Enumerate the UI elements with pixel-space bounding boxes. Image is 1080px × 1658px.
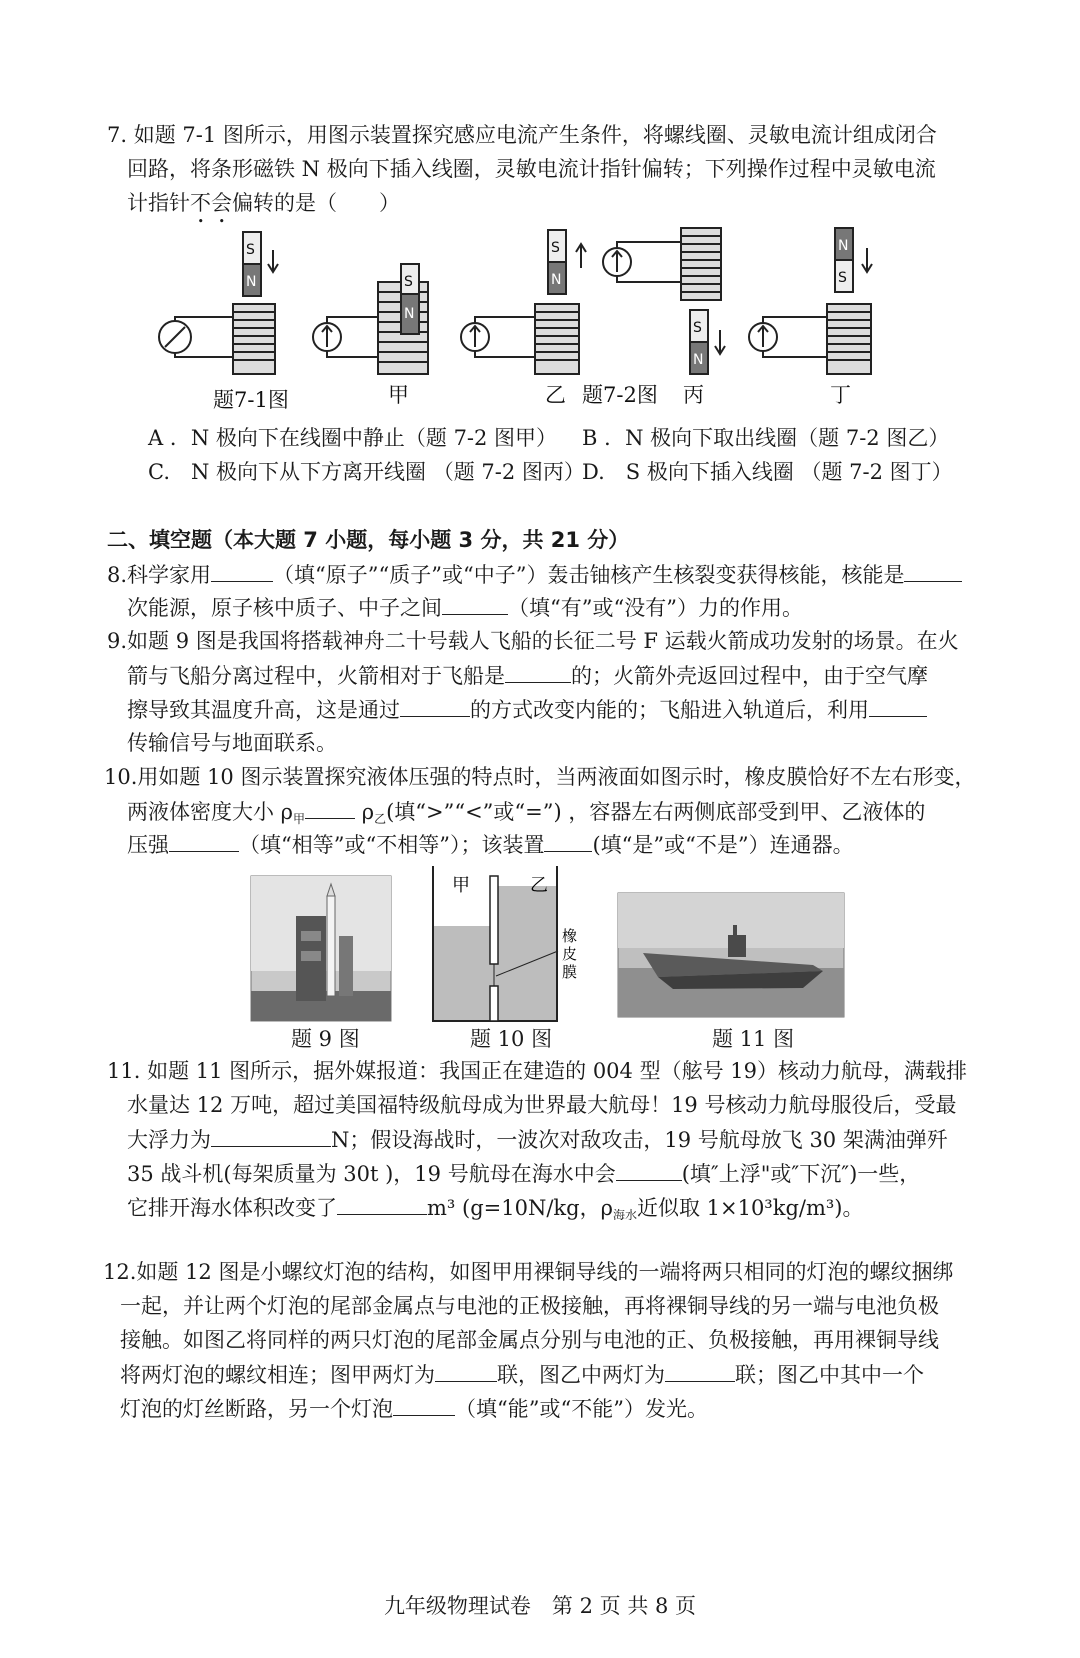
fig10-label-mem-2: 皮 (562, 945, 578, 963)
q11-blank-1[interactable] (211, 1124, 331, 1147)
label-bing: 丙 (683, 383, 704, 407)
q9-blank-2[interactable] (400, 694, 470, 717)
q7-option-d: D. S 极向下插入线圈 （题 7-2 图丁） (582, 460, 953, 484)
q12-line4: 将两灯泡的螺纹相连；图甲两灯为 联，图乙中两灯为 联；图乙中其中一个 (120, 1359, 924, 1390)
jia-S: S (404, 274, 413, 290)
q9-line3: 擦导致其温度升高，这是通过 的方式改变内能的；飞船进入轨道后，利用 (127, 694, 927, 725)
section-title: 二、填空题（本大题 7 小题，每小题 3 分，共 21 分） (107, 528, 630, 552)
ding-S: S (838, 270, 847, 286)
fig9-rocket-photo (251, 876, 391, 1021)
q10-blank-1[interactable] (305, 796, 355, 819)
label-ding: 丁 (830, 383, 851, 407)
q11-line4: 35 战斗机(每架质量为 30t )，19 号航母在海水中会 (填″上浮"或″下沉″)一些， (127, 1158, 920, 1189)
fig10-label-jia: 甲 (452, 875, 470, 896)
q12-line5: 灯泡的灯丝断路，另一个灯泡 （填“能”或“不能”）发光。 (120, 1393, 708, 1424)
q10-blank-3[interactable] (544, 829, 592, 852)
q10-line2: 两液体密度大小 $\rho_甲$ $\rho_乙$(填“>”“<”或“=”) ，容器左右两侧底部受到甲、乙液体的 (127, 796, 925, 834)
emphasis-not: 不会 (190, 191, 232, 215)
fig71-N: N (246, 274, 257, 290)
fig11-carrier-photo (618, 893, 844, 1017)
label-yi: 乙 (545, 383, 566, 407)
q8-blank-3[interactable] (442, 592, 508, 615)
q12-line1: 12.如题 12 图是小螺纹灯泡的结构，如图甲用裸铜导线的一端将两只相同的灯泡的螺纹捆绑 (103, 1260, 954, 1284)
fig-ding-circuit (749, 228, 872, 374)
q7-option-c: C. N 极向下从下方离开线圈 （题 7-2 图丙） (148, 460, 585, 484)
q7-line1: 7. 如题 7-1 图所示，用图示装置探究感应电流产生条件，将螺线圈、灵敏电流计组成闭合 (107, 123, 937, 147)
q11-blank-3[interactable] (337, 1192, 427, 1215)
jia-N: N (404, 306, 415, 322)
q11-line2: 水量达 12 万吨，超过美国福特级航母成为世界最大航母！19 号核动力航母服役后，受最 (127, 1093, 957, 1117)
q9-blank-3[interactable] (869, 694, 927, 717)
yi-S: S (551, 240, 560, 256)
q11-blank-2[interactable] (616, 1158, 682, 1181)
q7-option-a: A ．N 极向下在线圈中静止（题 7-2 图甲） (148, 426, 558, 450)
q7-figures (145, 222, 925, 432)
q8-line1: 8.科学家用 （填“原子”“质子”或“中子”）轰击铀核产生核裂变获得核能，核能是 (107, 559, 962, 590)
label-jia: 甲 (388, 383, 409, 407)
q7-line3: 计指针不会偏转的是（ ） (127, 191, 400, 215)
q12-line3: 接触。如图乙将同样的两只灯泡的尾部金属点分别与电池的正、负极接触，再用裸铜导线 (120, 1328, 939, 1352)
fig71-S: S (246, 242, 255, 258)
q10-line1: 10.用如题 10 图示装置探究液体压强的特点时，当两液面如图示时，橡皮膜恰好不左右形变， (104, 765, 976, 789)
fig9-caption: 题 9 图 (291, 1027, 360, 1051)
q9-line1: 9.如题 9 图是我国将搭载神舟二十号载人飞船的长征二号 F 运载火箭成功发射的场景。在火 (107, 629, 959, 653)
fig10-label-mem-1: 橡 (562, 927, 578, 945)
ding-N: N (838, 238, 849, 254)
fig10-container (430, 866, 578, 1026)
q10-blank-2[interactable] (169, 829, 239, 852)
bing-S: S (693, 320, 702, 336)
q9-blank-1[interactable] (505, 660, 571, 683)
q8-blank-2[interactable] (904, 559, 962, 582)
q12-blank-3[interactable] (393, 1393, 455, 1416)
fig-bing-circuit (603, 228, 725, 374)
fig-7-1-circuit (159, 232, 278, 374)
q9-line4: 传输信号与地面联系。 (127, 731, 337, 755)
fig-yi-circuit (461, 230, 586, 374)
bing-N: N (693, 352, 704, 368)
q11-line3: 大浮力为 N；假设海战时，一波次对敌攻击，19 号航母放飞 30 架满油弹歼 (127, 1124, 948, 1155)
fig10-label-yi: 乙 (530, 875, 548, 896)
q12-blank-1[interactable] (435, 1359, 497, 1382)
q10-line3: 压强 （填“相等”或“不相等”）；该装置 (填“是”或“不是”）连通器。 (127, 829, 854, 860)
q7-option-b: B ．N 极向下取出线圈（题 7-2 图乙） (582, 426, 950, 450)
page-footer: 九年级物理试卷 第 2 页 共 8 页 (383, 1594, 697, 1618)
yi-N: N (551, 272, 562, 288)
q11-line1: 11. 如题 11 图所示，据外媒报道：我国正在建造的 004 型（舷号 19）核动力航母，满载排 (107, 1059, 967, 1083)
q8-line2: 次能源，原子核中质子、中子之间 （填“有”或“没有”）力的作用。 (127, 592, 803, 623)
fig10-label-mem-3: 膜 (562, 963, 578, 981)
label-fig-7-2: 题7-2图 (582, 383, 658, 407)
q11-line5: 它排开海水体积改变了 m³ (g=10N/kg，$\rho_{海水}$近似取 1×10³kg/m³)。 (127, 1192, 864, 1230)
fig10-caption: 题 10 图 (470, 1027, 553, 1051)
q9-line2: 箭与飞船分离过程中，火箭相对于飞船是 的；火箭外壳返回过程中，由于空气摩 (127, 660, 928, 691)
label-fig-7-1: 题7-1图 (213, 388, 289, 412)
q8-blank-1[interactable] (211, 559, 273, 582)
q12-blank-2[interactable] (665, 1359, 735, 1382)
fig11-caption: 题 11 图 (712, 1027, 795, 1051)
q12-line2: 一起，并让两个灯泡的尾部金属点与电池的正极接触，再将裸铜导线的另一端与电池负极 (120, 1294, 939, 1318)
q7-line2: 回路，将条形磁铁 N 极向下插入线圈，灵敏电流计指针偏转；下列操作过程中灵敏电流 (127, 157, 936, 181)
